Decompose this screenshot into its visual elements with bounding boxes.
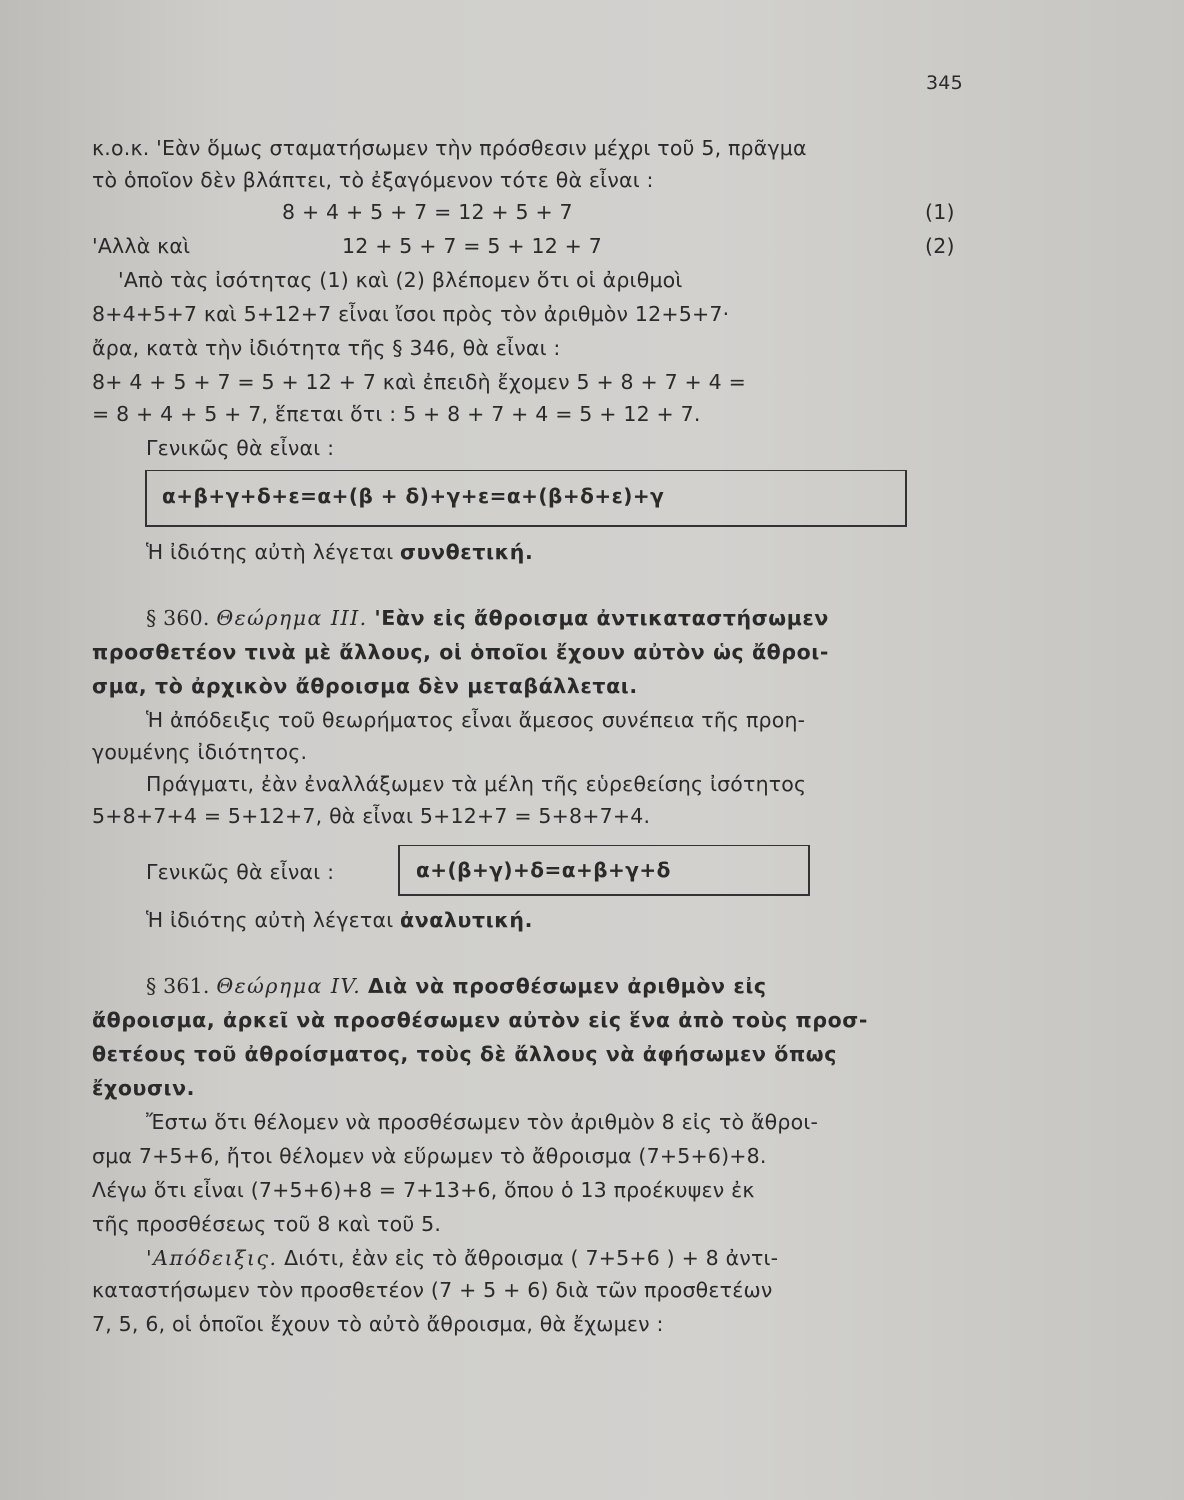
text-line: ἄρα, κατὰ τὴν ἰδιότητα τῆς § 346, θὰ εἶναι : (92, 336, 561, 360)
text-line: κ.ο.κ. 'Εὰν ὅμως σταματήσωμεν τὴν πρόσθεσιν μέχρι τοῦ 5, πρᾶγμα (92, 136, 807, 160)
equation: 8 + 4 + 5 + 7 = 12 + 5 + 7 (282, 200, 573, 224)
term-analytic: ἀναλυτική. (400, 908, 534, 932)
text-line: Ἡ ἰδιότης αὐτὴ λέγεται ἀναλυτική. (146, 908, 534, 932)
equation-number: (2) (925, 234, 955, 258)
theorem-text: ἔχουσιν. (92, 1076, 196, 1100)
formula-synthetic: α+β+γ+δ+ε=α+(β + δ)+γ+ε=α+(β+δ+ε)+γ (162, 484, 665, 508)
text-line: 5+8+7+4 = 5+12+7, θὰ εἶναι 5+12+7 = 5+8+7+4. (92, 804, 651, 828)
equation-number: (1) (925, 200, 955, 224)
equation: 12 + 5 + 7 = 5 + 12 + 7 (342, 234, 602, 258)
text-line: 'Απόδειξις. Διότι, ἐὰν εἰς τὸ ἄθροισμα ( 7+5+6 ) + 8 ἀντι- (146, 1246, 779, 1270)
text-line: 'Απὸ τὰς ἰσότητας (1) καὶ (2) βλέπομεν ὅτι οἱ ἀριθμοὶ (118, 268, 683, 292)
theorem-title: Θεώρημα IV. (216, 974, 362, 998)
section-number: § 360. (146, 606, 210, 630)
section-number: § 361. (146, 974, 210, 998)
theorem-text: θετέους τοῦ ἀθροίσματος, τοὺς δὲ ἄλλους νὰ ἀφήσωμεν ὅπως (92, 1042, 837, 1066)
section-361-heading: § 361. Θεώρημα IV. Διὰ νὰ προσθέσωμεν ἀριθμὸν εἰς (146, 974, 767, 998)
text-line: Ἡ ἰδιότης αὐτὴ λέγεται συνθετική. (146, 540, 534, 564)
proof-label: 'Απόδειξις. (146, 1246, 278, 1270)
text-line: Γενικῶς θὰ εἶναι : (146, 436, 335, 460)
text-line: Γενικῶς θὰ εἶναι : (146, 860, 335, 884)
text-line: τῆς προσθέσεως τοῦ 8 καὶ τοῦ 5. (92, 1212, 442, 1236)
text-line: σμα 7+5+6, ἤτοι θέλομεν νὰ εὕρωμεν τὸ ἄθροισμα (7+5+6)+8. (92, 1144, 767, 1168)
term-synthetic: συνθετική. (400, 540, 534, 564)
text-line: 'Αλλὰ καὶ (92, 234, 191, 258)
text-line: 7, 5, 6, οἱ ὁποῖοι ἔχουν τὸ αὐτὸ ἄθροισμα, θὰ ἔχωμεν : (92, 1312, 664, 1336)
theorem-title: Θεώρημα III. (216, 606, 368, 630)
text-line: = 8 + 4 + 5 + 7, ἕπεται ὅτι : 5 + 8 + 7 + 4 = 5 + 12 + 7. (92, 402, 701, 426)
text-line: Ἡ ἀπόδειξις τοῦ θεωρήματος εἶναι ἄμεσος συνέπεια τῆς προη- (146, 708, 806, 732)
text-line: γουμένης ἰδιότητος. (92, 740, 308, 764)
formula-analytic: α+(β+γ)+δ=α+β+γ+δ (416, 858, 671, 882)
theorem-text: προσθετέον τινὰ μὲ ἄλλους, οἱ ὁποῖοι ἔχουν αὐτὸν ὡς ἄθροι- (92, 640, 830, 664)
text-line: Πράγματι, ἐὰν ἐναλλάξωμεν τὰ μέλη τῆς εὑρεθείσης ἰσότητος (146, 772, 807, 796)
text-line: 8+ 4 + 5 + 7 = 5 + 12 + 7 καὶ ἐπειδὴ ἔχομεν 5 + 8 + 7 + 4 = (92, 370, 746, 394)
page-number: 345 (926, 72, 963, 94)
text-line: τὸ ὁποῖον δὲν βλάπτει, τὸ ἐξαγόμενον τότε θὰ εἶναι : (92, 168, 654, 192)
theorem-text: ἄθροισμα, ἀρκεῖ νὰ προσθέσωμεν αὐτὸν εἰς ἕνα ἀπὸ τοὺς προσ- (92, 1008, 868, 1032)
text-line: Λέγω ὅτι εἶναι (7+5+6)+8 = 7+13+6, ὅπου ὁ 13 προέκυψεν ἐκ (92, 1178, 755, 1202)
text-line: καταστήσωμεν τὸν προσθετέον (7 + 5 + 6) διὰ τῶν προσθετέων (92, 1278, 773, 1302)
theorem-text: σμα, τὸ ἀρχικὸν ἄθροισμα δὲν μεταβάλλεται. (92, 674, 638, 698)
text-line: Ἔστω ὅτι θέλομεν νὰ προσθέσωμεν τὸν ἀριθμὸν 8 εἰς τὸ ἄθροι- (146, 1110, 819, 1134)
section-360-heading: § 360. Θεώρημα III. 'Εὰν εἰς ἄθροισμα ἀντικαταστήσωμεν (146, 606, 829, 630)
text-line: 8+4+5+7 καὶ 5+12+7 εἶναι ἴσοι πρὸς τὸν ἀριθμὸν 12+5+7· (92, 302, 730, 326)
